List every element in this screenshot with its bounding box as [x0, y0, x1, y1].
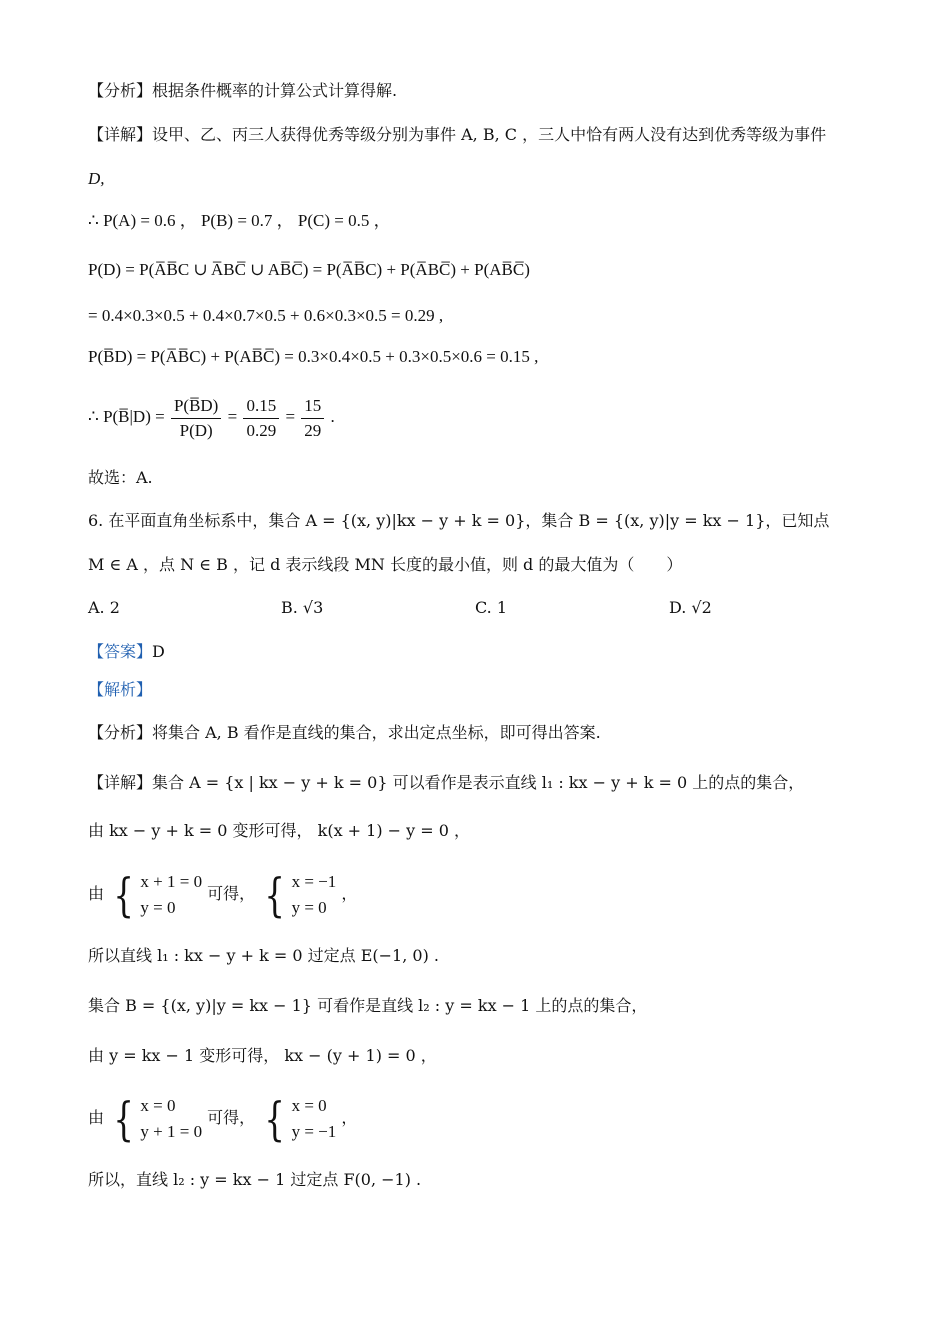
q5-conditional-probability: [88, 395, 335, 441]
sys1-equations: [109, 869, 202, 921]
frac1-numerator: P(B̅D): [171, 396, 221, 419]
q6-fixed-point-2: 所以，直线 l₂ : y = kx − 1 过定点 F(0, −1) .: [88, 1170, 422, 1189]
sys1-mid: 可得，: [207, 884, 256, 903]
q6-detail-2: 由 kx − y + k = 0 变形可得， k(x + 1) − y = 0 ，: [88, 821, 471, 840]
sys2-row2: y + 1 = 0: [140, 1121, 203, 1141]
cond-fraction-2: [243, 396, 279, 441]
sys1-row1: x + 1 = 0: [140, 871, 203, 891]
sys1-solution: [260, 869, 336, 921]
sys2-sol1: x = 0: [291, 1095, 327, 1115]
cond-lhs: ∴ P(B̅|D) =: [88, 407, 165, 426]
sys1-prefix: 由: [88, 884, 105, 903]
q5-analysis: 【分析】根据条件概率的计算公式计算得解.: [88, 81, 398, 100]
sys2-solution: [260, 1093, 336, 1145]
frac2-denominator: 0.29: [246, 420, 277, 440]
q5-pbd: P(B̅D) = P(A̅B̅C) + P(AB̅C̅) = 0.3×0.4×0.5 + 0.3×0.5×0.6 = 0.15 ,: [88, 347, 539, 366]
q5-detail-intro: 【详解】设甲、乙、丙三人获得优秀等级分别为事件 A, B, C ，三人中恰有两人没有达到优秀等级为事件: [88, 125, 827, 144]
cond-eq-1: =: [227, 407, 238, 426]
sys1-sol2: y = 0: [291, 897, 327, 917]
q6-system-2: [88, 1090, 357, 1146]
frac1-denominator: P(D): [179, 420, 213, 440]
cond-fraction-3: [301, 396, 324, 441]
frac3-numerator: 15: [301, 396, 324, 419]
q6-option-a: A. 2: [88, 598, 120, 617]
sys1-row2: y = 0: [140, 897, 176, 917]
sys2-prefix: 由: [88, 1108, 105, 1127]
sys1-end: ，: [341, 884, 358, 903]
cond-end: .: [330, 407, 335, 426]
q5-choice: 故选：A.: [88, 468, 153, 487]
answer-tag: 【答案】: [88, 642, 153, 661]
q6-stem-line2: M ∈ A ，点 N ∈ B ，记 d 表示线段 MN 长度的最小值，则 d 的最大值为（ ）: [88, 555, 683, 574]
q6-system-1: [88, 866, 357, 922]
left-brace-icon: {: [113, 1091, 134, 1146]
cond-eq-2: =: [285, 407, 296, 426]
frac2-numerator: 0.15: [243, 396, 279, 419]
q6-detail-3: 集合 B = {(x, y)|y = kx − 1} 可看作是直线 l₂ : y = kx − 1 上的点的集合，: [88, 996, 648, 1015]
left-brace-icon: {: [113, 867, 134, 922]
sys2-sol2: y = −1: [291, 1121, 337, 1141]
q5-pd-formula: P(D) = P(A̅B̅C ∪ A̅BC̅ ∪ AB̅C̅) = P(A̅B̅C) + P(A̅BC̅) + P(AB̅C̅): [88, 260, 530, 279]
q6-detail-1: 【详解】集合 A = {x | kx − y + k = 0} 可以看作是表示直线 l₁ : kx − y + k = 0 上的点的集合，: [88, 773, 805, 792]
q6-answer: [88, 641, 165, 663]
sys2-end: ，: [341, 1108, 358, 1127]
left-brace-icon: {: [264, 867, 286, 922]
cond-fraction-1: [171, 396, 221, 441]
q6-option-b: B. √3: [281, 598, 324, 617]
q5-detail-intro-cont: D,: [88, 169, 105, 188]
q6-option-c: C. 1: [475, 598, 508, 617]
sys1-sol1: x = −1: [291, 871, 337, 891]
sys2-row1: x = 0: [140, 1095, 176, 1115]
q6-fixed-point-1: 所以直线 l₁ : kx − y + k = 0 过定点 E(−1, 0) .: [88, 946, 439, 965]
left-brace-icon: {: [264, 1091, 286, 1146]
q6-detail-4: 由 y = kx − 1 变形可得， kx − (y + 1) = 0 ，: [88, 1046, 437, 1065]
sys2-equations: [109, 1093, 202, 1145]
q6-option-d: D. √2: [669, 598, 712, 617]
q6-parse-tag: 【解析】: [88, 680, 153, 699]
sys2-mid: 可得，: [207, 1108, 256, 1127]
q5-probabilities: ∴ P(A) = 0.6 ， P(B) = 0.7 ， P(C) = 0.5 ，: [88, 211, 391, 230]
answer-value: D: [152, 642, 165, 661]
frac3-denominator: 29: [304, 420, 322, 440]
q6-analysis: 【分析】将集合 A, B 看作是直线的集合，求出定点坐标，即可得出答案.: [88, 723, 601, 742]
q5-pd-value: = 0.4×0.3×0.5 + 0.4×0.7×0.5 + 0.6×0.3×0.5 = 0.29 ,: [88, 306, 444, 325]
q6-stem-line1: 6. 在平面直角坐标系中，集合 A = {(x, y)|kx − y + k = 0}，集合 B = {(x, y)|y = kx − 1}，已知点: [88, 511, 830, 530]
